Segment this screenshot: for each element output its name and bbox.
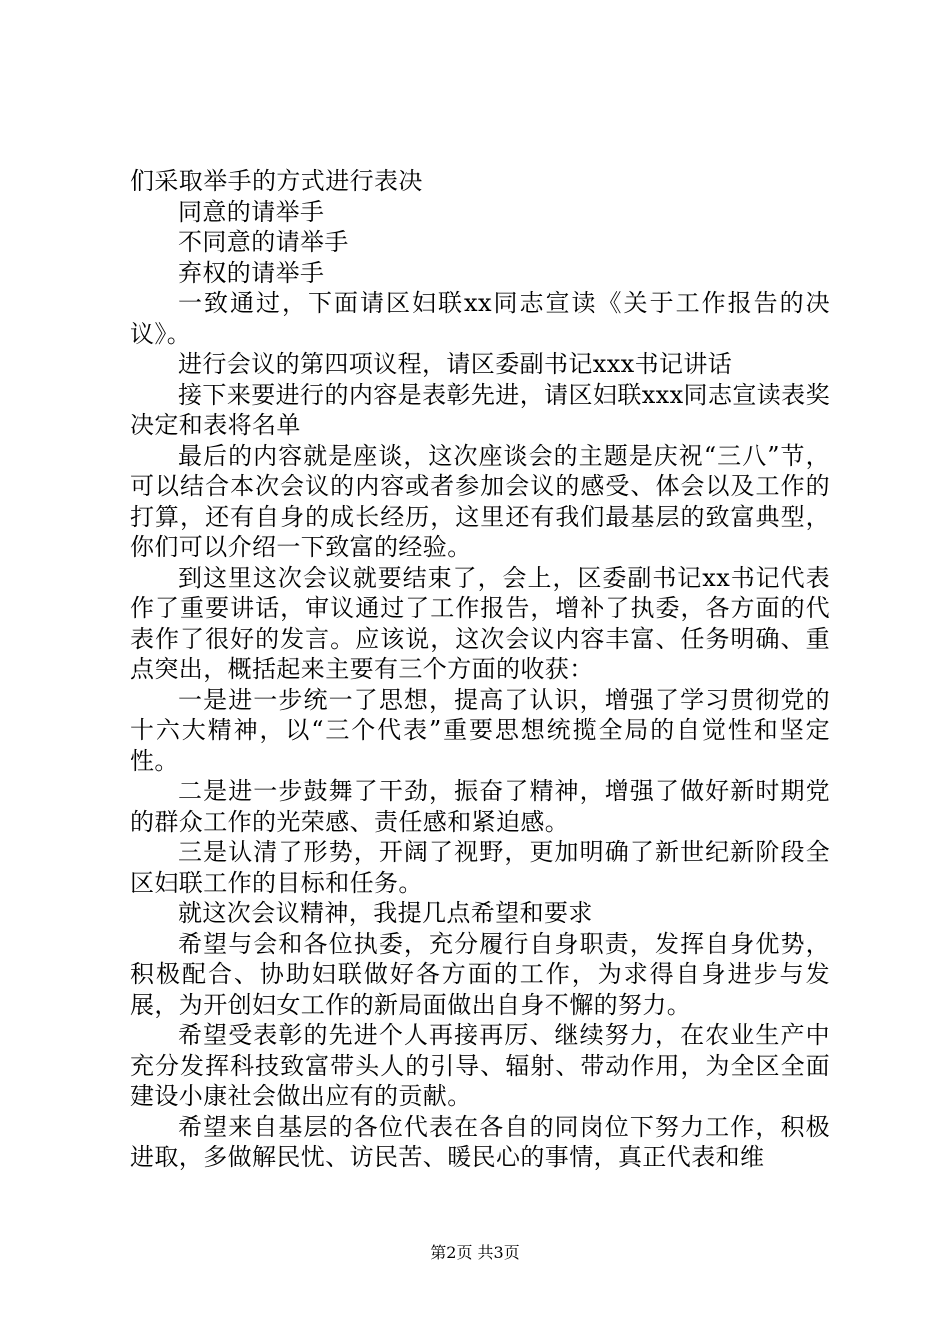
paragraph: 希望与会和各位执委，充分履行自身职责，发挥自身优势，积极配合、协助妇联做好各方面的工作，为求得自身进步与发展，为开创妇女工作的新局面做出自身不懈的努力。 — [130, 929, 830, 1019]
paragraph: 就这次会议精神，我提几点希望和要求 — [178, 899, 593, 927]
paragraph: 三是认清了形势，开阔了视野，更加明确了新世纪新阶段全区妇联工作的目标和任务。 — [130, 838, 830, 897]
paragraph: 不同意的请举手 — [178, 228, 349, 256]
paragraph: 希望受表彰的先进个人再接再厉、继续努力，在农业生产中充分发挥科技致富带头人的引导、辐射、带动作用，为全区全面建设小康社会做出应有的贡献。 — [130, 1021, 830, 1110]
paragraph: 同意的请举手 — [178, 197, 325, 226]
paragraph: 进行会议的第四项议程，请区委副书记xxx书记讲话 — [178, 350, 733, 378]
paragraph: 一是进一步统一了思想，提高了认识，增强了学习贯彻党的十六大精神，以“三个代表”重要思想统揽全局的自觉性和坚定性。 — [130, 685, 830, 775]
paragraph: 弃权的请举手 — [178, 258, 325, 287]
page-footer — [0, 1243, 950, 1263]
paragraph: 希望来自基层的各位代表在各自的同岗位下努力工作，积极进取，多做解民忧、访民苦、暖民心的事情，真正代表和维 — [130, 1112, 830, 1171]
paragraph: 到这里这次会议就要结束了，会上，区委副书记xx书记代表作了重要讲话，审议通过了工作报告，增补了执委，各方面的代表作了很好的发言。应该说，这次会议内容丰富、任务明确、重点突出，概括起来主要有三个方面的收获： — [130, 563, 830, 683]
paragraph: 们采取举手的方式进行表决 — [130, 167, 423, 195]
paragraph: 一致通过，下面请区妇联xx同志宣读《关于工作报告的决议》。 — [130, 289, 830, 348]
document-body — [130, 166, 830, 1173]
page-number-label: 第2页 共3页 — [430, 1243, 520, 1262]
paragraph: 二是进一步鼓舞了干劲，振奋了精神，增强了做好新时期党的群众工作的光荣感、责任感和紧迫感。 — [130, 777, 830, 836]
paragraph: 最后的内容就是座谈，这次座谈会的主题是庆祝“三八”节，可以结合本次会议的内容或者参加会议的感受、体会以及工作的打算，还有自身的成长经历，这里还有我们最基层的致富典型，你们可以介绍一下致富的经验。 — [130, 441, 830, 561]
paragraph: 接下来要进行的内容是表彰先进，请区妇联xxx同志宣读表奖决定和表将名单 — [130, 380, 830, 439]
